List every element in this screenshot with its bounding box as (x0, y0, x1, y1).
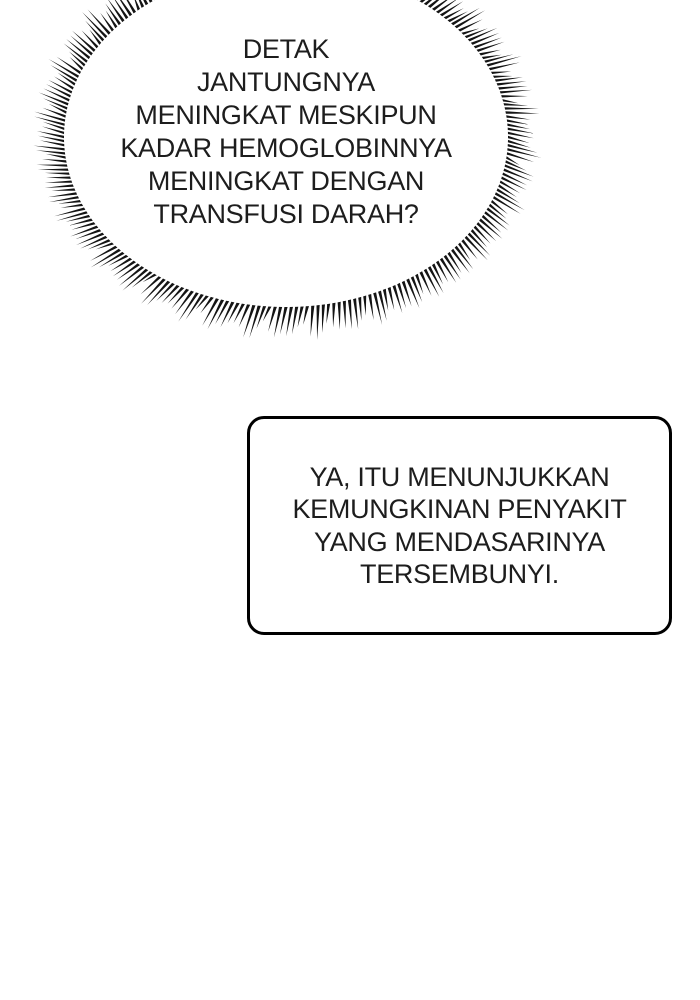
rounded-speech-bubble (247, 416, 672, 635)
rounded-bubble-text (292, 461, 626, 591)
speech-line: YANG MENDASARINYA (314, 526, 605, 557)
speech-line: JANTUNGNYA (196, 67, 375, 97)
burst-bubble-text (66, 33, 506, 231)
speech-line: KADAR HEMOGLOBINNYA (120, 133, 452, 163)
speech-line: KEMUNGKINAN PENYAKIT (292, 494, 627, 524)
speech-line: YA, ITU MENUNJUKKAN (309, 461, 610, 492)
speech-line: MENINGKAT MESKIPUN (135, 100, 437, 130)
speech-line: TRANSFUSI DARAH? (153, 199, 419, 229)
speech-line: MENINGKAT DENGAN (147, 166, 425, 196)
speech-line: TERSEMBUNYI. (360, 559, 559, 589)
speech-line: DETAK (242, 34, 330, 64)
